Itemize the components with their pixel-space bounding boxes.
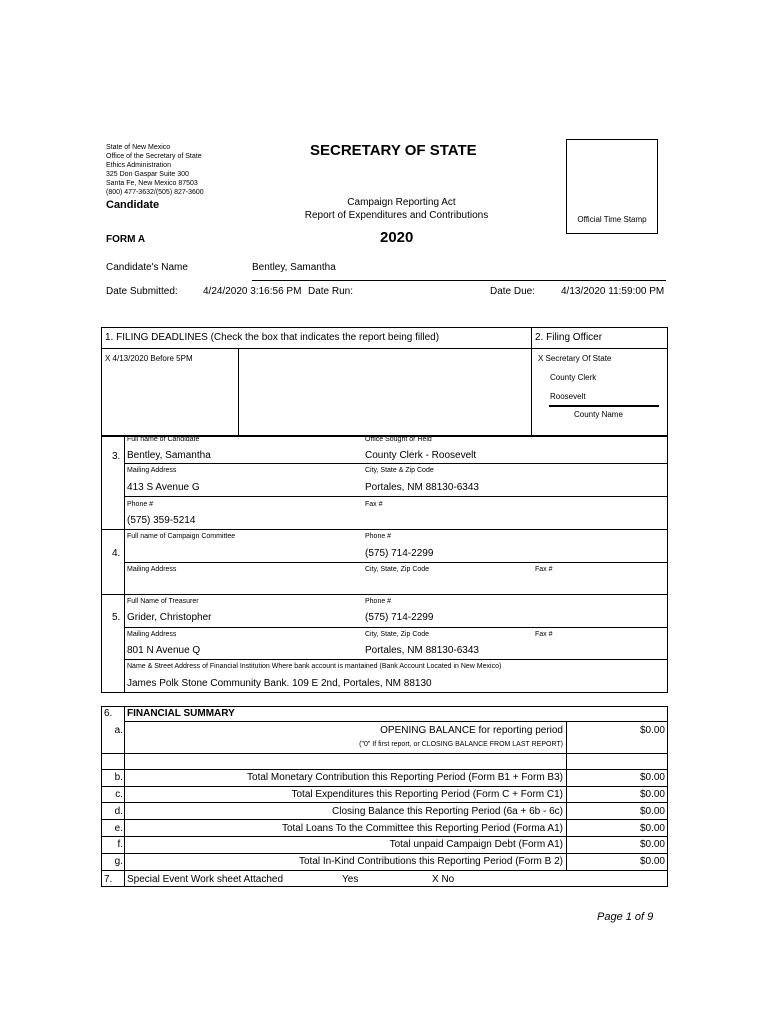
section-7-number: 7. [104, 874, 113, 885]
summary-letter: d. [114, 806, 123, 817]
summary-letter: g. [114, 856, 123, 867]
summary-label: Total In-Kind Contributions this Reporting Period (Form B 2) [298, 856, 563, 867]
office-address [106, 143, 204, 197]
summary-letter: e. [114, 823, 123, 834]
candidate-name-value: Bentley, Samantha [252, 262, 336, 273]
committee-mail-label: Mailing Address [127, 566, 177, 573]
county-value: Roosevelt [550, 392, 586, 401]
treasurer-fax-label: Fax # [535, 631, 553, 638]
summary-label: OPENING BALANCE for reporting period [380, 725, 563, 736]
summary-label: Total Monetary Contribution this Reporting Period (Form B1 + Form B3) [247, 772, 563, 783]
committee-phone: (575) 714-2299 [365, 548, 434, 559]
treasurer-mail-label: Mailing Address [127, 631, 177, 638]
date-due-label: Date Due: [490, 286, 536, 297]
bank-value: James Polk Stone Community Bank. 109 E 2nd, Portales, NM 88130 [127, 678, 432, 689]
date-run-label: Date Run: [308, 286, 354, 297]
summary-value: $0.00 [639, 806, 665, 817]
summary-value: $0.00 [639, 725, 665, 736]
special-event-yes[interactable]: Yes [342, 874, 359, 885]
filing-officer-sos[interactable]: X Secretary Of State [538, 354, 612, 363]
committee-fax-label: Fax # [535, 566, 553, 573]
filing-deadlines-heading: 1. FILING DEADLINES (Check the box that indicates the report being filled) [105, 332, 440, 343]
section-5-number: 5. [112, 612, 121, 623]
act-title: Campaign Reporting Act [347, 197, 456, 208]
candidate-label: Candidate [106, 199, 160, 211]
office-line: Santa Fe, New Mexico 87503 [106, 180, 198, 187]
form-label: FORM A [106, 234, 146, 245]
special-event-no[interactable]: X No [432, 874, 455, 885]
candidate-fax-label: Fax # [365, 501, 383, 508]
opening-balance-note: ("0" If first report, or CLOSING BALANCE FROM LAST REPORT) [359, 741, 563, 748]
candidate-full-name: Bentley, Samantha [127, 450, 211, 461]
treasurer-phone: (575) 714-2299 [365, 612, 434, 623]
office-line: Ethics Administration [106, 162, 171, 169]
county-name-label: County Name [574, 410, 623, 419]
report-year: 2020 [380, 229, 414, 246]
treasurer-city: Portales, NM 88130-6343 [365, 645, 479, 656]
summary-value: $0.00 [639, 789, 665, 800]
candidate-city: Portales, NM 88130-6343 [365, 482, 479, 493]
summary-letter: f. [117, 839, 123, 850]
candidate-mail-label: Mailing Address [127, 467, 177, 474]
date-due-value: 4/13/2020 11:59:00 PM [561, 286, 665, 297]
candidate-name-label: Candidate's Name [106, 262, 188, 273]
filing-deadline-option[interactable]: X 4/13/2020 Before 5PM [105, 354, 193, 363]
section-4-number: 4. [112, 548, 121, 559]
treasurer-phone-label: Phone # [365, 598, 392, 605]
candidate-phone: (575) 359-5214 [127, 515, 196, 526]
summary-letter: a. [114, 725, 123, 736]
candidate-phone-label: Phone # [127, 501, 154, 508]
summary-label: Closing Balance this Reporting Period (6a + 6b - 6c) [332, 806, 563, 817]
summary-value: $0.00 [639, 823, 665, 834]
filing-officer-county-clerk[interactable]: County Clerk [550, 373, 597, 382]
summary-letter: c. [115, 789, 123, 800]
treasurer-city-label: City, State, Zip Code [365, 631, 430, 638]
treasurer-mail: 801 N Avenue Q [127, 645, 201, 656]
treasurer-name: Grider, Christopher [127, 612, 212, 623]
candidate-city-label: City, State & Zip Code [365, 467, 434, 474]
summary-value: $0.00 [639, 839, 665, 850]
page-title: SECRETARY OF STATE [310, 142, 477, 159]
candidate-full-name-label: Full name of Candidate [127, 436, 200, 443]
summary-value: $0.00 [639, 856, 665, 867]
financial-summary-heading: FINANCIAL SUMMARY [127, 708, 235, 719]
office-sought-label: Office Sought or Held [365, 436, 432, 443]
date-submitted-label: Date Submitted: [106, 286, 178, 297]
section-6-number: 6. [104, 708, 113, 719]
office-sought: County Clerk - Roosevelt [365, 450, 477, 461]
office-line: State of New Mexico [106, 144, 171, 151]
section-3-number: 3. [112, 451, 121, 462]
treasurer-name-label: Full Name of Treasurer [127, 598, 199, 605]
office-line: 325 Don Gaspar Suite 300 [106, 171, 189, 178]
summary-label: Total unpaid Campaign Debt (Form A1) [389, 839, 563, 850]
time-stamp-label: Official Time Stamp [577, 215, 647, 224]
committee-city-label: City, State, Zip Code [365, 566, 430, 573]
summary-letter: b. [114, 772, 123, 783]
date-submitted-value: 4/24/2020 3:16:56 PM [203, 286, 302, 297]
office-line: (800) 477-3632/(505) 827-3600 [106, 189, 204, 196]
committee-phone-label: Phone # [365, 533, 392, 540]
bank-label: Name & Street Address of Financial Institution Where bank account is mantained (Bank Account Located in New Mexico) [127, 663, 502, 670]
summary-label: Total Expenditures this Reporting Period (Form C + Form C1) [291, 789, 563, 800]
special-event-label: Special Event Work sheet Attached [127, 874, 284, 885]
summary-value: $0.00 [639, 772, 665, 783]
page-number: Page 1 of 9 [597, 911, 654, 923]
office-line: Office of the Secretary of State [106, 153, 202, 160]
filing-officer-heading: 2. Filing Officer [535, 332, 603, 343]
candidate-mail: 413 S Avenue G [127, 482, 200, 493]
report-title: Report of Expenditures and Contributions [304, 210, 489, 221]
committee-name-label: Full name of Campaign Committee [127, 533, 236, 540]
summary-label: Total Loans To the Committee this Reporting Period (Forma A1) [281, 823, 563, 834]
